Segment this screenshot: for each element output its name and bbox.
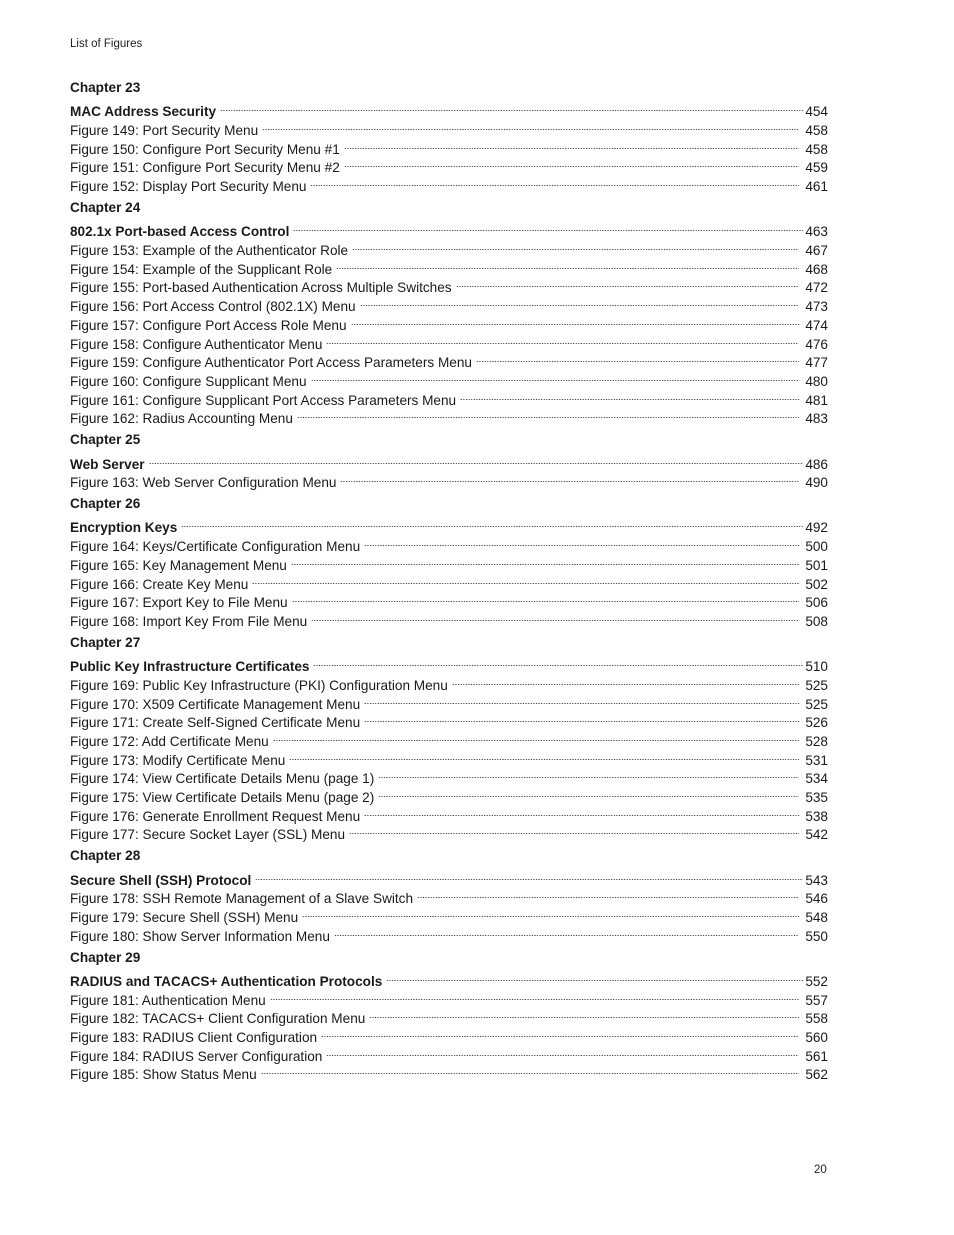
dot-leader — [289, 746, 801, 765]
page-ref: 458 — [805, 141, 828, 157]
page-ref: 461 — [805, 179, 828, 195]
dot-leader — [378, 765, 801, 784]
page-ref: 546 — [805, 891, 828, 907]
chapter-block — [70, 431, 828, 491]
chapter-block — [70, 949, 828, 1083]
chapter-title-entry[interactable] — [70, 218, 828, 240]
chapter-number: Chapter 28 — [70, 848, 141, 864]
figure-label: Figure 155: Port-based Authentication Across Multiple Switches — [70, 280, 452, 296]
dot-leader — [291, 551, 801, 570]
figure-label: Figure 176: Generate Enrollment Request Menu — [70, 808, 361, 824]
page-ref: 474 — [805, 317, 828, 333]
dot-leader — [321, 1023, 801, 1042]
page-ref: 531 — [805, 752, 828, 768]
figure-label: Figure 152: Display Port Security Menu — [70, 179, 307, 195]
page-ref: 492 — [805, 520, 828, 536]
dot-leader — [452, 671, 802, 690]
dot-leader — [349, 821, 801, 840]
figure-label: Figure 175: View Certificate Details Menu (page 2) — [70, 790, 375, 805]
page-ref: 543 — [805, 872, 828, 888]
page-ref: 506 — [805, 595, 828, 611]
page-ref: 476 — [805, 336, 828, 352]
dot-leader — [310, 172, 801, 191]
dot-leader — [456, 274, 802, 293]
figure-label: Figure 184: RADIUS Server Configuration — [70, 1048, 323, 1064]
chapter-title: RADIUS and TACACS+ Authentication Protocols — [70, 973, 383, 989]
figure-label: Figure 178: SSH Remote Management of a Slave Switch — [70, 891, 414, 907]
figure-label: Figure 173: Modify Certificate Menu — [70, 752, 286, 768]
dot-leader — [344, 135, 802, 154]
dot-leader — [293, 218, 805, 237]
figure-label: Figure 161: Configure Supplicant Port Access Parameters Menu — [70, 392, 457, 408]
chapter-title: Encryption Keys — [70, 520, 178, 536]
figure-label: Figure 177: Secure Socket Layer (SSL) Menu — [70, 827, 346, 843]
page-ref: 483 — [805, 411, 828, 427]
page-ref: 538 — [805, 808, 828, 824]
page-ref: 528 — [805, 733, 828, 749]
running-header: List of Figures — [70, 38, 143, 50]
figure-label: Figure 154: Example of the Supplicant Role — [70, 261, 333, 277]
page-ref: 458 — [805, 123, 828, 139]
chapter-title-entry[interactable] — [70, 967, 828, 989]
figure-label: Figure 162: Radius Accounting Menu — [70, 411, 293, 427]
figure-entry[interactable] — [70, 469, 828, 491]
chapter-number: Chapter 27 — [70, 634, 141, 650]
dot-leader — [255, 866, 805, 885]
figure-label: Figure 170: X509 Certificate Management Menu — [70, 696, 361, 712]
chapter-title-entry[interactable] — [70, 98, 828, 120]
dot-leader — [261, 1061, 802, 1080]
chapter-number: Chapter 25 — [70, 432, 141, 448]
figure-label: Figure 165: Key Management Menu — [70, 557, 287, 573]
dot-leader — [364, 690, 801, 709]
dot-leader — [252, 570, 801, 589]
page-ref: 534 — [805, 771, 828, 787]
dot-leader — [262, 116, 801, 135]
page-ref: 473 — [805, 299, 828, 315]
page-ref: 526 — [805, 715, 828, 731]
dot-leader — [313, 653, 805, 672]
chapter-title-entry[interactable] — [70, 450, 828, 472]
figure-entry[interactable] — [70, 532, 828, 555]
page-ref: 490 — [805, 475, 828, 491]
dot-leader — [364, 532, 801, 551]
dot-leader — [334, 922, 801, 941]
figure-label: Figure 181: Authentication Menu — [70, 992, 266, 1008]
figure-label: Figure 172: Add Certificate Menu — [70, 733, 269, 749]
dot-leader — [351, 311, 802, 330]
figure-label: Figure 164: Keys/Certificate Configuration Menu — [70, 539, 361, 555]
chapter-block — [70, 79, 828, 195]
dot-leader — [181, 514, 805, 533]
dot-leader — [336, 255, 801, 274]
page-ref: 472 — [805, 280, 828, 296]
figure-label: Figure 160: Configure Supplicant Menu — [70, 373, 307, 389]
dot-leader — [302, 903, 801, 922]
figure-label: Figure 174: View Certificate Details Menu (page 1) — [70, 771, 375, 787]
page-ref: 500 — [805, 539, 828, 555]
page-ref: 481 — [805, 392, 828, 408]
page-number: 20 — [814, 1164, 827, 1176]
figure-label: Figure 185: Show Status Menu — [70, 1067, 257, 1083]
figure-label: Figure 171: Create Self-Signed Certificate Menu — [70, 715, 361, 731]
chapter-title: Secure Shell (SSH) Protocol — [70, 872, 252, 888]
dot-leader — [344, 154, 802, 173]
dot-leader — [386, 967, 805, 986]
page-ref: 548 — [805, 910, 828, 926]
figure-label: Figure 157: Configure Port Access Role Menu — [70, 317, 347, 333]
page-ref: 525 — [805, 696, 828, 712]
dot-leader — [311, 607, 801, 626]
dot-leader — [340, 469, 801, 488]
chapter-block — [70, 495, 828, 629]
figure-label: Figure 158: Configure Authenticator Menu — [70, 336, 323, 352]
figure-label: Figure 179: Secure Shell (SSH) Menu — [70, 910, 299, 926]
dot-leader — [149, 450, 806, 469]
page-ref: 477 — [805, 355, 828, 371]
chapter-title: 802.1x Port-based Access Control — [70, 224, 290, 240]
dot-leader — [326, 1042, 801, 1061]
dot-leader — [292, 589, 802, 608]
dot-leader — [297, 405, 801, 424]
dot-leader — [311, 367, 802, 386]
chapter-block — [70, 199, 828, 427]
page-ref: 542 — [805, 827, 828, 843]
list-of-figures — [70, 79, 828, 1087]
chapter-title: Web Server — [70, 456, 145, 472]
dot-leader — [326, 330, 801, 349]
dot-leader — [273, 727, 802, 746]
chapter-title-entry[interactable] — [70, 514, 828, 536]
dot-leader — [476, 349, 801, 368]
page-ref: 502 — [805, 576, 828, 592]
chapter-title-entry[interactable] — [70, 866, 828, 888]
dot-leader — [369, 1005, 801, 1024]
page-ref: 561 — [805, 1048, 828, 1064]
page-ref: 486 — [805, 456, 828, 472]
chapter-title: Public Key Infrastructure Certificates — [70, 659, 310, 675]
dot-leader — [417, 885, 801, 904]
dot-leader — [378, 783, 801, 802]
figure-label: Figure 183: RADIUS Client Configuration — [70, 1030, 318, 1046]
dot-leader — [360, 292, 802, 311]
page-ref: 552 — [805, 973, 828, 989]
figure-label: Figure 163: Web Server Configuration Menu — [70, 475, 337, 491]
figure-label: Figure 150: Configure Port Security Menu #1 — [70, 141, 340, 157]
chapter-title-entry[interactable] — [70, 653, 828, 675]
page-ref: 468 — [805, 261, 828, 277]
figure-label: Figure 156: Port Access Control (802.1X) Menu — [70, 299, 356, 315]
page-ref: 501 — [805, 557, 828, 573]
figure-label: Figure 169: Public Key Infrastructure (PKI) Configuration Menu — [70, 677, 448, 693]
chapter-block — [70, 634, 828, 843]
figure-label: Figure 180: Show Server Information Menu — [70, 928, 330, 944]
figure-label: Figure 168: Import Key From File Menu — [70, 613, 308, 629]
figure-label: Figure 182: TACACS+ Client Configuration Menu — [70, 1011, 366, 1027]
dot-leader — [352, 236, 801, 255]
figure-label: Figure 151: Configure Port Security Menu #2 — [70, 160, 340, 176]
chapter-number: Chapter 29 — [70, 949, 141, 965]
page-ref: 459 — [805, 160, 828, 176]
page-ref: 550 — [805, 928, 828, 944]
page-ref: 454 — [805, 104, 828, 120]
chapter-block — [70, 847, 828, 944]
figure-label: Figure 159: Configure Authenticator Port Access Parameters Menu — [70, 355, 472, 371]
dot-leader — [270, 986, 802, 1005]
page-ref: 467 — [805, 243, 828, 259]
page-ref: 557 — [805, 992, 828, 1008]
dot-leader — [364, 802, 801, 821]
page-ref: 535 — [805, 790, 828, 805]
page-ref: 463 — [805, 224, 828, 240]
figure-label: Figure 149: Port Security Menu — [70, 123, 259, 139]
chapter-number: Chapter 24 — [70, 200, 141, 216]
page-ref: 560 — [805, 1030, 828, 1046]
page-ref: 510 — [805, 659, 828, 675]
page-ref: 562 — [805, 1067, 828, 1083]
dot-leader — [364, 709, 801, 728]
chapter-number: Chapter 26 — [70, 496, 141, 512]
chapter-title: MAC Address Security — [70, 104, 217, 120]
page-ref: 525 — [805, 677, 828, 693]
figure-label: Figure 167: Export Key to File Menu — [70, 595, 288, 611]
page-ref: 558 — [805, 1011, 828, 1027]
figure-label: Figure 153: Example of the Authenticator Role — [70, 243, 349, 259]
chapter-number: Chapter 23 — [70, 80, 141, 95]
dot-leader — [460, 386, 801, 405]
page-ref: 508 — [805, 613, 828, 629]
figure-label: Figure 166: Create Key Menu — [70, 576, 249, 592]
dot-leader — [220, 98, 805, 117]
page-ref: 480 — [805, 373, 828, 389]
